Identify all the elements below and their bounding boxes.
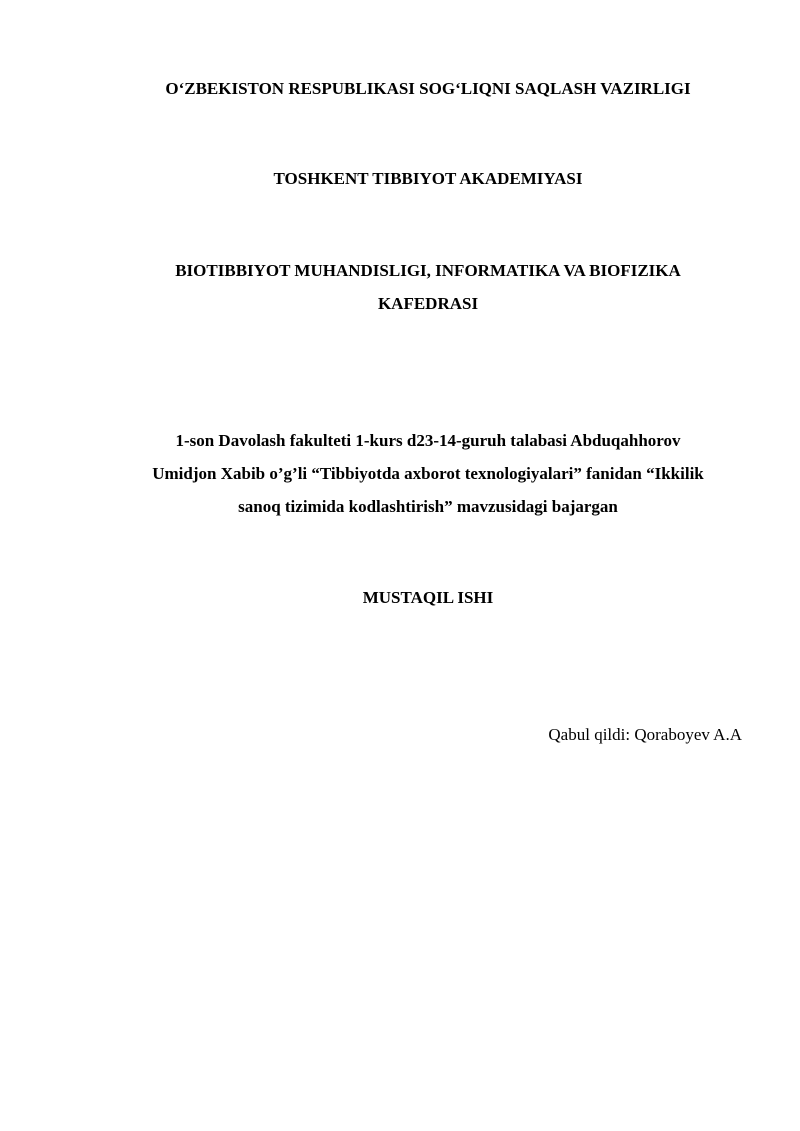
department-heading-line: KAFEDRASI: [377, 294, 479, 313]
work-description-line: Umidjon Xabib o’g’li “Tibbiyotda axborot texnologiyalari” fanidan “Ikkilik: [152, 464, 704, 483]
work-description-line: sanoq tizimida kodlashtirish” mavzusidagi bajargan: [238, 497, 618, 516]
work-title: MUSTAQIL ISHI: [362, 588, 494, 607]
academy-heading: TOSHKENT TIBBIYOT AKADEMIYASI: [273, 169, 583, 188]
ministry-heading: O‘ZBEKISTON RESPUBLIKASI SOG‘LIQNI SAQLASH VAZIRLIGI: [165, 79, 691, 98]
department-heading-line: BIOTIBBIYOT MUHANDISLIGI, INFORMATIKA VA BIOFIZIKA: [175, 261, 681, 280]
work-description-line: 1-son Davolash fakulteti 1-kurs d23-14-guruh talabasi Abduqahhorov: [175, 431, 681, 450]
accepted-by: Qabul qildi: Qoraboyev A.A: [548, 725, 742, 744]
